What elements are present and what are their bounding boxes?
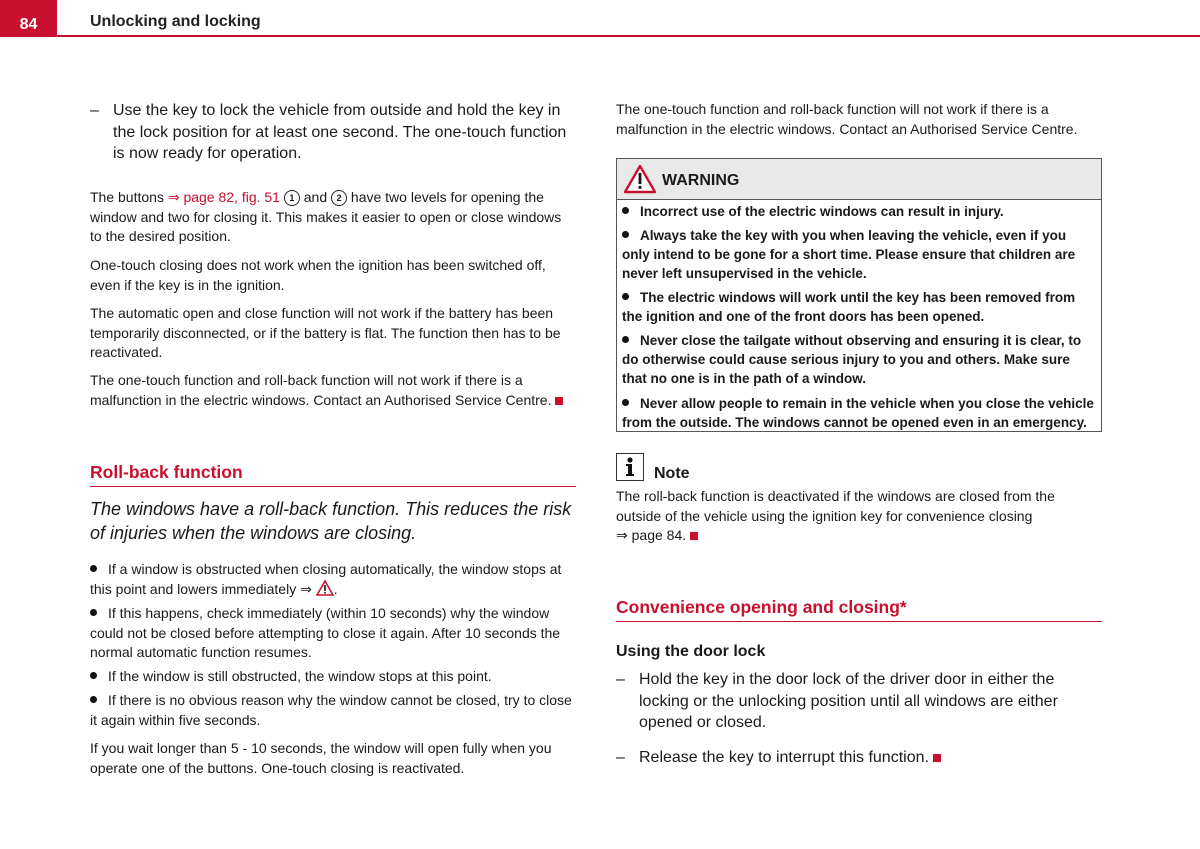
text: If a window is obstructed when closing automatically, the window stops at this point and lowers immediately (90, 561, 562, 597)
header-rule (57, 35, 1200, 37)
warning-triangle-icon (316, 580, 334, 596)
text: Never close the tailgate without observing and ensuring it is clear, to do otherwise could cause serious injury to you and others. Make sure that no one is in the path of a window. (622, 333, 1082, 386)
instruction-step (90, 100, 576, 165)
warning-item (622, 331, 1096, 388)
list-item (90, 667, 576, 687)
instruction-step (616, 747, 1102, 769)
section-title-rollback: Roll-back function (90, 462, 243, 482)
end-square-icon (690, 532, 698, 540)
bullet-dot (90, 565, 97, 572)
text: Always take the key with you when leaving the vehicle, even if you only intend to be gone for a short time. Please ensure that children are never left unsupervised in the vehicle. (622, 228, 1076, 281)
dash-marker: – (616, 671, 625, 688)
list-item: If a window is obstructed when closing automatically, the window stops at this point and lowers immediately ⇒ . (90, 561, 562, 597)
end-square-icon (555, 397, 563, 405)
text: If there is no obvious reason why the window cannot be closed, try to close it again within five seconds. (90, 692, 572, 728)
bullet-dot (622, 231, 629, 238)
text: If this happens, check immediately (within 10 seconds) why the window could not be closed before attempting to close it again. After 10 seconds the normal automatic function resumes. (90, 605, 561, 660)
rollback-lead: The windows have a roll-back function. This reduces the risk of injuries when the windows are closing. (90, 499, 572, 543)
step-text: Hold the key in the door lock of the driver door in either the locking or the unlocking position until all windows are either opened or closed. (639, 671, 1058, 731)
section-title-convenience: Convenience opening and closing* (616, 597, 907, 617)
bullet-dot (622, 293, 629, 300)
paragraph-wait: If you wait longer than 5 - 10 seconds, the window will open fully when you operate one of the buttons. One-touch closing is reactivated. (90, 740, 552, 776)
text: Never allow people to remain in the vehicle when you close the vehicle from the outside. The windows cannot be opened even in an emergency. (622, 396, 1094, 430)
instruction-step (616, 669, 1102, 734)
dash-marker: – (616, 749, 625, 766)
note-info-icon (616, 453, 644, 481)
list-item (90, 691, 576, 730)
bullet-dot (622, 207, 629, 214)
bullet-dot (90, 672, 97, 679)
text: The electric windows will work until the key has been removed from the ignition and one of the front doors has been opened. (622, 290, 1076, 324)
step-text: Release the key to interrupt this function. (639, 749, 929, 766)
text: The one-touch function and roll-back function will not work if there is a malfunction in the electric windows. Contact an Authorised Service Centre. (90, 372, 552, 408)
page-number: 84 (0, 0, 57, 37)
callout-circle-2: 2 (331, 190, 347, 206)
bullet-dot (622, 399, 629, 406)
list-item (90, 604, 576, 663)
paragraph-buttons (90, 188, 576, 247)
warning-item (622, 288, 1096, 326)
bullet-dot (622, 336, 629, 343)
page-link[interactable]: ⇒ page 84. (616, 527, 687, 543)
paragraph-malfunction-right: The one-touch function and roll-back function will not work if there is a malfunction in the electric windows. Contact an Authorised Service Centre. (616, 101, 1078, 137)
bullet-dot (90, 609, 97, 616)
text: Incorrect use of the electric windows can result in injury. (640, 204, 1004, 219)
bullet-dot (90, 696, 97, 703)
warning-item (622, 394, 1096, 432)
note-text (616, 487, 1102, 546)
dash-marker: – (90, 102, 99, 119)
text: and (299, 189, 332, 205)
paragraph-battery: The automatic open and close function will not work if the battery has been temporarily disconnected, or if the battery is flat. The function then has to be reactivated. (90, 305, 561, 360)
warning-title: WARNING (662, 172, 740, 189)
callout-circle-1: 1 (284, 190, 300, 206)
warning-item (622, 226, 1096, 283)
note-title: Note (654, 465, 690, 482)
warning-triangle-icon (623, 164, 657, 194)
page-header-title: Unlocking and locking (90, 13, 261, 30)
ref-arrow: ⇒ (300, 580, 312, 597)
paragraph-malfunction (90, 371, 576, 410)
text: have two levels for opening the window and two for closing it. This makes it easier to open or close windows to the desired position. (90, 189, 562, 244)
end-square-icon (933, 754, 941, 762)
page-link[interactable]: ⇒ page 82, fig. 51 (167, 189, 280, 205)
text: The buttons (90, 189, 168, 205)
warning-header (617, 159, 1101, 200)
subheading-door-lock: Using the door lock (616, 643, 766, 660)
warning-box (616, 158, 1102, 432)
paragraph-ignition: One-touch closing does not work when the ignition has been switched off, even if the key is in the ignition. (90, 257, 546, 293)
section-rule (90, 486, 576, 487)
text: If the window is still obstructed, the window stops at this point. (108, 668, 492, 684)
text: The roll-back function is deactivated if the windows are closed from the outside of the vehicle using the ignition key for convenience closing (616, 488, 1055, 524)
warning-item (622, 202, 1096, 221)
step-text: Use the key to lock the vehicle from outside and hold the key in the lock position for at least one second. The one-touch function is now ready for operation. (113, 102, 567, 162)
section-rule (616, 621, 1102, 622)
